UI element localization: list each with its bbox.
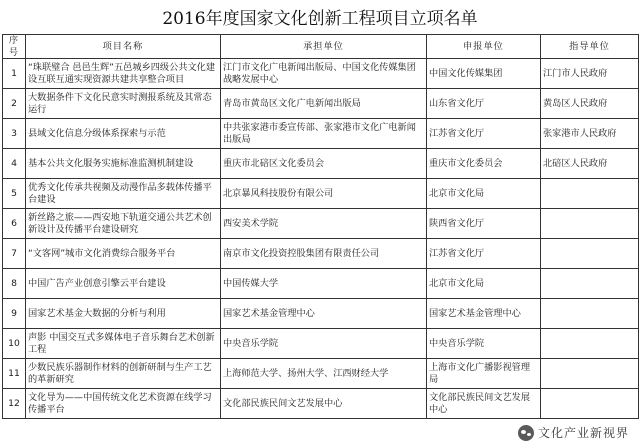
header-name: 项目名称 <box>26 35 221 59</box>
row-no: 9 <box>3 299 26 329</box>
row-applicant: 江苏省文化厅 <box>427 119 541 149</box>
wechat-icon <box>518 425 534 441</box>
row-no: 12 <box>3 389 26 419</box>
project-table <box>2 34 639 419</box>
row-name: 大数据条件下文化民意实时测报系统及其常态运行 <box>26 89 221 119</box>
row-org: 上海师范大学、扬州大学、江西财经大学 <box>221 359 427 389</box>
row-guide <box>541 179 639 209</box>
row-guide: 黄岛区人民政府 <box>541 89 639 119</box>
row-org: 中共张家港市委宣传部、张家港市文化广电新闻出版局 <box>221 119 427 149</box>
row-org: 重庆市北碚区文化委员会 <box>221 149 427 179</box>
row-org: 青岛市黄岛区文化广电新闻出版局 <box>221 89 427 119</box>
table-row <box>3 179 639 209</box>
row-name: 国家艺术基金大数据的分析与利用 <box>26 299 221 329</box>
row-applicant: 北京市文化局 <box>427 179 541 209</box>
table-row <box>3 269 639 299</box>
row-org: 西安美术学院 <box>221 209 427 239</box>
table-row <box>3 59 639 89</box>
row-name: 少数民族乐器制作材料的创新研制与生产工艺的革新研究 <box>26 359 221 389</box>
row-guide: 张家港市人民政府 <box>541 119 639 149</box>
header-guide: 指导单位 <box>541 35 639 59</box>
row-no: 5 <box>3 179 26 209</box>
row-no: 2 <box>3 89 26 119</box>
row-applicant: 山东省文化厅 <box>427 89 541 119</box>
row-org: 中央音乐学院 <box>221 329 427 359</box>
row-name: 中国广告产业创意引擎云平台建设 <box>26 269 221 299</box>
row-guide <box>541 269 639 299</box>
row-no: 1 <box>3 59 26 89</box>
row-guide: 北碚区人民政府 <box>541 149 639 179</box>
row-no: 10 <box>3 329 26 359</box>
table-row <box>3 329 639 359</box>
row-guide <box>541 359 639 389</box>
header-org: 承担单位 <box>221 35 427 59</box>
row-no: 3 <box>3 119 26 149</box>
row-applicant: 上海市文化广播影视管理局 <box>427 359 541 389</box>
row-name: 基本公共文化服务实施标准监测机制建设 <box>26 149 221 179</box>
table-row <box>3 119 639 149</box>
table-row <box>3 359 639 389</box>
header-applicant: 申报单位 <box>427 35 541 59</box>
row-applicant: 中国文化传媒集团 <box>427 59 541 89</box>
table-row <box>3 149 639 179</box>
table-header-row <box>3 35 639 59</box>
table-row <box>3 239 639 269</box>
row-no: 6 <box>3 209 26 239</box>
row-name: “珠联璧合 邑邑生辉”五邑城乡四级公共文化建设互联互通实现资源共建共享整合项目 <box>26 59 221 89</box>
row-name: 声影 中国交互式多媒体电子音乐舞台艺术创新工程 <box>26 329 221 359</box>
row-no: 7 <box>3 239 26 269</box>
page-title: 2016年度国家文化创新工程项目立项名单 <box>162 9 478 29</box>
row-no: 8 <box>3 269 26 299</box>
row-org: 中国传媒大学 <box>221 269 427 299</box>
row-name: 新丝路之旅——西安地下轨道交通公共艺术创新设计及传播平台建设研究 <box>26 209 221 239</box>
row-guide <box>541 209 639 239</box>
row-org: 国家艺术基金管理中心 <box>221 299 427 329</box>
row-applicant: 陕西省文化厅 <box>427 209 541 239</box>
row-guide <box>541 329 639 359</box>
row-guide <box>541 299 639 329</box>
watermark-text: 文化产业新视界 <box>537 426 629 440</box>
row-name: 县域文化信息分级体系探索与示范 <box>26 119 221 149</box>
row-name: 文化导为——中国传统文化艺术资源在线学习传播平台 <box>26 389 221 419</box>
row-org: 江门市文化广电新闻出版局、中国文化传媒集团战略发展中心 <box>221 59 427 89</box>
row-applicant: 北京市文化局 <box>427 269 541 299</box>
table-row <box>3 299 639 329</box>
row-no: 4 <box>3 149 26 179</box>
row-applicant: 国家艺术基金管理中心 <box>427 299 541 329</box>
row-org: 北京暴风科技股份有限公司 <box>221 179 427 209</box>
row-applicant: 江苏省文化厅 <box>427 239 541 269</box>
table-row <box>3 209 639 239</box>
header-no: 序号 <box>3 35 26 59</box>
row-applicant: 重庆市文化委员会 <box>427 149 541 179</box>
row-org: 文化部民族民间文艺发展中心 <box>221 389 427 419</box>
table-row <box>3 89 639 119</box>
row-applicant: 文化部民族民间文艺发展中心 <box>427 389 541 419</box>
row-name: “文客网”城市文化消费综合服务平台 <box>26 239 221 269</box>
table-row <box>3 389 639 419</box>
row-guide <box>541 389 639 419</box>
row-org: 南京市文化投资控股集团有限责任公司 <box>221 239 427 269</box>
row-no: 11 <box>3 359 26 389</box>
row-guide <box>541 239 639 269</box>
watermark <box>515 423 632 442</box>
row-applicant: 中央音乐学院 <box>427 329 541 359</box>
row-name: 优秀文化传承共视频及动漫作品多载体传播平台建设 <box>26 179 221 209</box>
row-guide: 江门市人民政府 <box>541 59 639 89</box>
